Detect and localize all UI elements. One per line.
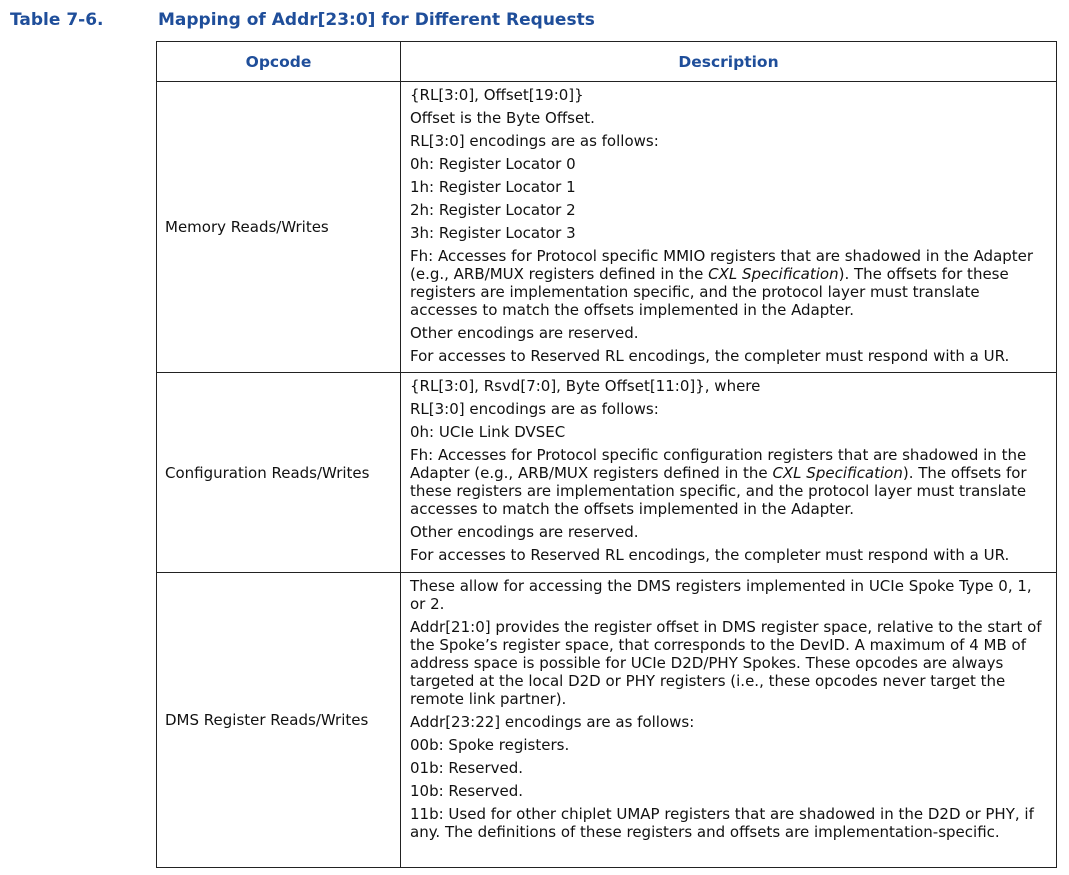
opcode-cell: Memory Reads/Writes bbox=[157, 82, 401, 373]
table-row bbox=[157, 82, 1057, 373]
desc-line: Fh: Accesses for Protocol specific configuration registers that are shadowed in the Adapter (e.g., ARB/MUX registers defined in the CXL Specification). The offsets for these registers are implementation specific, and the protocol layer must translate accesses to match the offsets implemented in the Adapter. bbox=[410, 446, 1027, 518]
description-cell bbox=[401, 82, 1057, 373]
desc-line: For accesses to Reserved RL encodings, the completer must respond with a UR. bbox=[410, 546, 1010, 564]
desc-line: 2h: Register Locator 2 bbox=[410, 201, 576, 219]
desc-line: Other encodings are reserved. bbox=[410, 324, 639, 342]
desc-line: 11b: Used for other chiplet UMAP registers that are shadowed in the D2D or PHY, if any. The definitions of these registers and offsets are implementation-specific. bbox=[410, 805, 1034, 841]
desc-line: {RL[3:0], Rsvd[7:0], Byte Offset[11:0]}, where bbox=[410, 377, 761, 395]
desc-line: Addr[23:22] encodings are as follows: bbox=[410, 713, 695, 731]
description-cell bbox=[401, 373, 1057, 573]
desc-line: 01b: Reserved. bbox=[410, 759, 524, 777]
desc-line: 10b: Reserved. bbox=[410, 782, 524, 800]
desc-line: RL[3:0] encodings are as follows: bbox=[410, 400, 659, 418]
desc-line: Fh: Accesses for Protocol specific MMIO registers that are shadowed in the Adapter (e.g., ARB/MUX registers defined in the CXL Specification). The offsets for these registers are implementation specific, and the protocol layer must translate accesses to match the offsets implemented in the Adapter. bbox=[410, 247, 1034, 319]
desc-line: These allow for accessing the DMS registers implemented in UCIe Spoke Type 0, 1, or 2. bbox=[410, 577, 1032, 613]
desc-line: {RL[3:0], Offset[19:0]} bbox=[410, 86, 584, 104]
desc-line: RL[3:0] encodings are as follows: bbox=[410, 132, 659, 150]
desc-line: 3h: Register Locator 3 bbox=[410, 224, 576, 242]
desc-line: 00b: Spoke registers. bbox=[410, 736, 570, 754]
description-header: Description bbox=[401, 42, 1057, 82]
desc-line: Other encodings are reserved. bbox=[410, 523, 639, 541]
table-caption bbox=[10, 10, 595, 30]
table-row bbox=[157, 573, 1057, 868]
opcode-cell: DMS Register Reads/Writes bbox=[157, 573, 401, 868]
description-cell bbox=[401, 573, 1057, 868]
header-row bbox=[157, 42, 1057, 82]
table-title: Mapping of Addr[23:0] for Different Requests bbox=[158, 10, 595, 30]
desc-line: For accesses to Reserved RL encodings, the completer must respond with a UR. bbox=[410, 347, 1010, 365]
desc-line: 0h: UCIe Link DVSEC bbox=[410, 423, 566, 441]
desc-line: 0h: Register Locator 0 bbox=[410, 155, 576, 173]
table-row bbox=[157, 373, 1057, 573]
desc-line: 1h: Register Locator 1 bbox=[410, 178, 576, 196]
desc-line: Offset is the Byte Offset. bbox=[410, 109, 595, 127]
opcode-header: Opcode bbox=[157, 42, 401, 82]
table-number: Table 7-6. bbox=[10, 10, 104, 30]
opcode-cell: Configuration Reads/Writes bbox=[157, 373, 401, 573]
mapping-table bbox=[156, 41, 1057, 868]
desc-line: Addr[21:0] provides the register offset in DMS register space, relative to the start of the Spoke’s register space, that corresponds to the DevID. A maximum of 4 MB of address space is possible for UCIe D2D/PHY Spokes. These opcodes are always targeted at the local D2D or PHY registers (i.e., these opcodes never target the remote link partner). bbox=[410, 618, 1042, 708]
